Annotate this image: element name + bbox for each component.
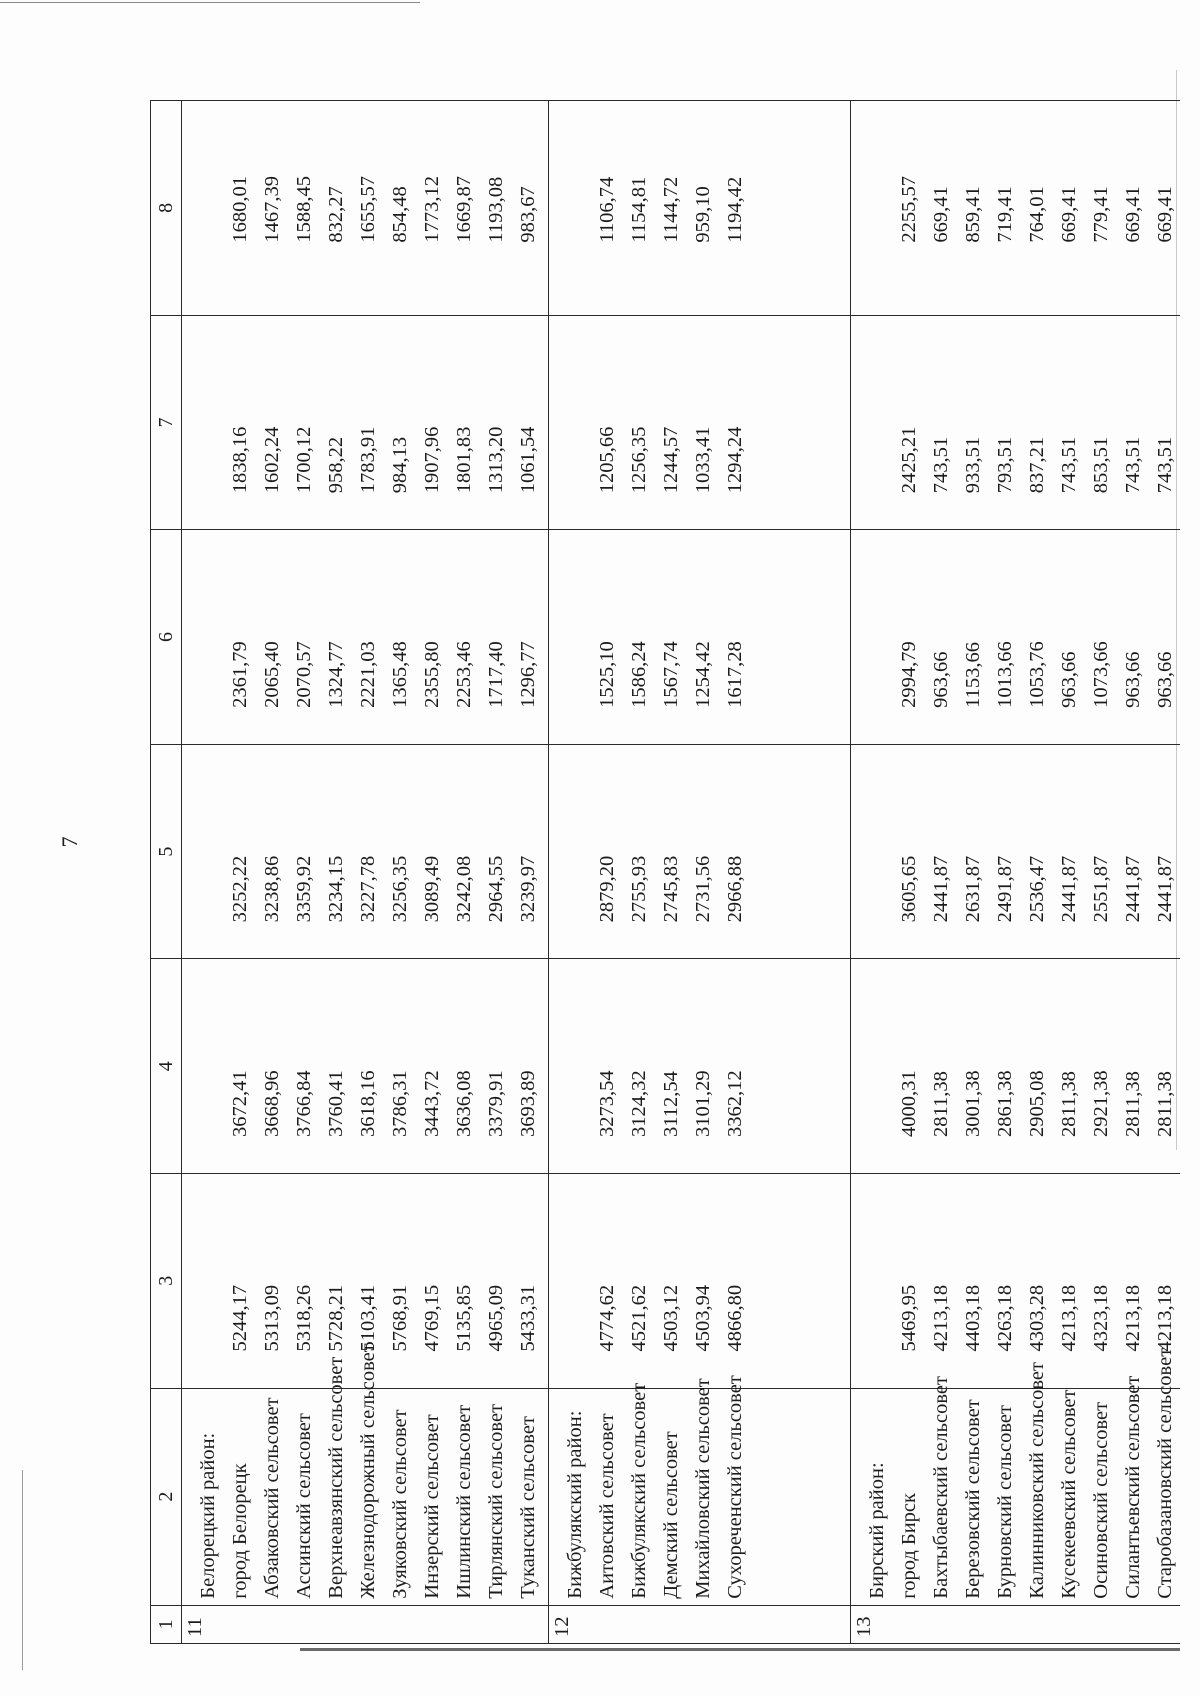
value: 669,41 [1154, 186, 1176, 243]
value: 2255,57 [898, 176, 920, 243]
value: 3760,41 [325, 1070, 347, 1137]
value: 1680,01 [229, 176, 251, 243]
settlement-name: Кусекеевский сельсовет [1058, 1389, 1080, 1599]
group-number: 11 [182, 1605, 549, 1643]
value: 1033,41 [692, 426, 714, 494]
settlement-name: Абзаковский сельсовет [261, 1397, 283, 1599]
value: 4769,15 [421, 1284, 443, 1352]
value: 3379,91 [485, 1070, 507, 1137]
value: 959,10 [692, 186, 714, 243]
settlement-name: Силантьевский сельсовет [1122, 1375, 1144, 1599]
value: 3443,72 [421, 1070, 443, 1137]
value: 1154,81 [628, 176, 650, 243]
value: 2964,55 [485, 855, 507, 923]
value-cell-col7 [549, 315, 851, 530]
value: 3605,65 [898, 855, 920, 923]
value: 1907,96 [421, 426, 443, 494]
value: 1205,66 [596, 426, 618, 494]
value-cell-col8 [851, 101, 1181, 316]
value-cell-col6 [549, 530, 851, 745]
col-header: 6 [151, 530, 182, 745]
value: 3672,41 [229, 1070, 251, 1137]
value: 983,67 [517, 186, 539, 243]
value-cell-col7 [182, 315, 549, 530]
value: 2065,40 [261, 641, 283, 708]
value-cell-col5 [549, 744, 851, 959]
value: 5469,95 [898, 1284, 920, 1352]
value: 933,51 [962, 436, 984, 494]
value: 5768,91 [389, 1284, 411, 1352]
value: 2811,38 [930, 1071, 952, 1137]
col-header: 5 [151, 744, 182, 959]
settlement-name: Бахтыбаевский сельсовет [930, 1376, 952, 1599]
value: 2921,38 [1090, 1070, 1112, 1137]
value: 1669,87 [453, 176, 475, 243]
value: 2551,87 [1090, 855, 1112, 923]
value: 2861,38 [994, 1070, 1016, 1137]
value: 1144,72 [660, 176, 682, 243]
value: 1296,77 [517, 641, 539, 708]
value: 3227,78 [357, 855, 379, 923]
table-row [851, 101, 1181, 1644]
names-cell [851, 1347, 1181, 1605]
value: 1194,42 [724, 176, 746, 243]
value: 859,41 [962, 186, 984, 243]
value: 5318,26 [293, 1284, 315, 1352]
value: 5135,85 [453, 1284, 475, 1352]
district-name: Бирский район: [866, 1462, 888, 1599]
value: 3239,97 [517, 855, 539, 923]
value: 1313,20 [485, 426, 507, 494]
value: 4323,18 [1090, 1284, 1112, 1352]
value: 963,66 [1058, 651, 1080, 708]
value: 1783,91 [357, 426, 379, 494]
value: 5244,17 [229, 1284, 251, 1352]
value: 4403,18 [962, 1284, 984, 1352]
value: 1717,40 [485, 641, 507, 708]
col-header: 8 [151, 101, 182, 316]
value: 1254,42 [692, 641, 714, 708]
settlement-name: Верхнеавзянский сельсовет [325, 1356, 347, 1599]
value: 1073,66 [1090, 641, 1112, 708]
value: 3101,29 [692, 1070, 714, 1137]
value: 3234,15 [325, 855, 347, 923]
header-row [151, 101, 182, 1644]
value-cell-col5 [851, 744, 1181, 959]
value: 984,13 [389, 436, 411, 494]
value: 1153,66 [962, 641, 984, 708]
value-cell-col6 [851, 530, 1181, 745]
value: 743,51 [1154, 436, 1176, 494]
value: 853,51 [1090, 436, 1112, 494]
district-name: Бижбулякский район: [564, 1410, 586, 1599]
value: 4213,18 [1154, 1284, 1176, 1352]
group-number: 13 [851, 1605, 1181, 1643]
value: 1838,16 [229, 426, 251, 494]
value: 854,48 [389, 186, 411, 243]
value: 963,66 [1154, 651, 1176, 708]
value: 669,41 [930, 186, 952, 243]
value: 2441,87 [1154, 855, 1176, 923]
value: 4263,18 [994, 1284, 1016, 1352]
value: 1294,24 [724, 426, 746, 494]
value: 743,51 [1122, 436, 1144, 494]
data-table [150, 100, 1180, 1644]
value: 2491,87 [994, 855, 1016, 923]
value: 963,66 [930, 651, 952, 708]
settlement-name: Туканский сельсовет [517, 1416, 539, 1599]
settlement-name: Калинниковский сельсовет [1026, 1362, 1048, 1599]
table-row [182, 101, 549, 1644]
value-cell-col3 [851, 1173, 1181, 1388]
settlement-name: Михайловский сельсовет [692, 1378, 714, 1599]
value: 2966,88 [724, 855, 746, 923]
settlement-name: Березовский сельсовет [962, 1399, 984, 1599]
value: 5313,09 [261, 1284, 283, 1352]
value: 669,41 [1122, 186, 1144, 243]
value: 3089,49 [421, 855, 443, 923]
value-cell-col3 [549, 1173, 851, 1388]
value: 4213,18 [1058, 1284, 1080, 1352]
value: 2631,87 [962, 855, 984, 923]
value: 2745,83 [660, 855, 682, 923]
settlement-name: Аитовский сельсовет [596, 1413, 618, 1599]
settlement-name: Старобазановский сельсовет [1154, 1347, 1176, 1599]
value: 832,27 [325, 186, 347, 243]
table-row [549, 101, 851, 1644]
scan-edge-top [0, 2, 420, 3]
rotated-table-frame [150, 100, 1180, 1644]
value: 5728,21 [325, 1284, 347, 1352]
group-number: 12 [549, 1605, 851, 1643]
value: 2731,56 [692, 855, 714, 923]
value: 1700,12 [293, 426, 315, 494]
value: 3124,32 [628, 1070, 650, 1137]
value: 3786,31 [389, 1070, 411, 1137]
value: 3242,08 [453, 855, 475, 923]
value: 3273,54 [596, 1070, 618, 1137]
value: 669,41 [1058, 186, 1080, 243]
value: 4521,62 [628, 1284, 650, 1352]
col-header: 1 [151, 1605, 182, 1643]
settlement-name: Демский сельсовет [660, 1431, 682, 1599]
data-table-wrapper [150, 100, 1180, 1644]
value: 3238,86 [261, 855, 283, 923]
value: 2425,21 [898, 426, 920, 494]
value: 4213,18 [930, 1284, 952, 1352]
value: 2811,38 [1154, 1071, 1176, 1137]
value: 1053,76 [1026, 641, 1048, 708]
value-cell-col6 [182, 530, 549, 745]
col-header: 7 [151, 315, 182, 530]
value: 1567,74 [660, 641, 682, 708]
value: 2994,79 [898, 641, 920, 708]
value-cell-col7 [851, 315, 1181, 530]
value: 793,51 [994, 436, 1016, 494]
value: 743,51 [930, 436, 952, 494]
value: 4303,28 [1026, 1284, 1048, 1352]
value: 2441,87 [1122, 855, 1144, 923]
value-cell-col8 [549, 101, 851, 316]
settlement-name: Тирлянский сельсовет [485, 1403, 507, 1599]
value: 3693,89 [517, 1070, 539, 1137]
value: 963,66 [1122, 651, 1144, 708]
col-header: 4 [151, 959, 182, 1174]
value: 1655,57 [357, 176, 379, 243]
value-cell-col4 [549, 959, 851, 1174]
settlement-name: Бижбулякский сельсовет [628, 1382, 650, 1599]
value: 1244,57 [660, 426, 682, 494]
value: 1617,28 [724, 641, 746, 708]
value: 2755,93 [628, 855, 650, 923]
value: 2070,57 [293, 641, 315, 708]
value: 3618,16 [357, 1070, 379, 1137]
value: 1013,66 [994, 641, 1016, 708]
settlement-name: Осиновский сельсовет [1090, 1401, 1112, 1599]
value: 4866,80 [724, 1284, 746, 1352]
value: 3362,12 [724, 1070, 746, 1137]
value: 2361,79 [229, 641, 251, 708]
value: 3001,38 [962, 1070, 984, 1137]
value: 3766,84 [293, 1070, 315, 1137]
settlement-name: город Бирск [898, 1493, 920, 1599]
value: 1773,12 [421, 176, 443, 243]
settlement-name: Ишлинский сельсовет [453, 1404, 475, 1599]
value: 779,41 [1090, 186, 1112, 243]
value: 5433,31 [517, 1284, 539, 1352]
value: 1602,24 [261, 426, 283, 494]
value: 1365,48 [389, 641, 411, 708]
value-cell-col8 [182, 101, 549, 316]
value: 4503,94 [692, 1284, 714, 1352]
value: 3252,22 [229, 855, 251, 923]
value: 1106,74 [596, 176, 618, 243]
value: 3112,54 [660, 1071, 682, 1137]
table-body [182, 101, 1181, 1644]
value: 1586,24 [628, 641, 650, 708]
value-cell-col5 [182, 744, 549, 959]
value: 2811,38 [1058, 1071, 1080, 1137]
col-header: 3 [151, 1173, 182, 1388]
value: 4000,31 [898, 1070, 920, 1137]
page-number: 7 [57, 836, 82, 848]
value: 3668,96 [261, 1070, 283, 1137]
names-cell [549, 1375, 851, 1605]
value: 1193,08 [485, 176, 507, 243]
value: 764,01 [1026, 186, 1048, 243]
value: 1801,83 [453, 426, 475, 494]
value-cell-col4 [851, 959, 1181, 1174]
value: 1525,10 [596, 641, 618, 708]
settlement-name: Зуяковский сельсовет [389, 1409, 411, 1599]
value: 1256,35 [628, 426, 650, 494]
value: 2536,47 [1026, 855, 1048, 923]
settlement-name: Ассинский сельсовет [293, 1413, 315, 1599]
value: 2879,20 [596, 855, 618, 923]
value: 743,51 [1058, 436, 1080, 494]
settlement-name: Сухореченский сельсовет [724, 1375, 746, 1599]
value: 4213,18 [1122, 1284, 1144, 1352]
value: 2905,08 [1026, 1070, 1048, 1137]
settlement-name: город Белорецк [229, 1463, 251, 1599]
value: 2355,80 [421, 641, 443, 708]
value: 5103,41 [357, 1284, 379, 1352]
value: 3636,08 [453, 1070, 475, 1137]
value: 4774,62 [596, 1284, 618, 1352]
value: 2221,03 [357, 641, 379, 708]
settlement-name: Бурновский сельсовет [994, 1405, 1016, 1599]
value: 958,22 [325, 436, 347, 494]
value: 3359,92 [293, 855, 315, 923]
value: 719,41 [994, 186, 1016, 243]
value: 2811,38 [1122, 1071, 1144, 1137]
names-cell [182, 1343, 549, 1605]
col-header: 2 [151, 1388, 182, 1605]
value: 2253,46 [453, 641, 475, 708]
value: 1324,77 [325, 641, 347, 708]
value: 3256,35 [389, 855, 411, 923]
value: 2441,87 [930, 855, 952, 923]
district-name: Белорецкий район: [197, 1432, 219, 1599]
value: 4965,09 [485, 1284, 507, 1352]
value: 1588,45 [293, 176, 315, 243]
value: 2441,87 [1058, 855, 1080, 923]
value: 4503,12 [660, 1284, 682, 1352]
value-cell-col4 [182, 959, 549, 1174]
value: 1061,54 [517, 426, 539, 494]
settlement-name: Инзерский сельсовет [421, 1414, 443, 1599]
settlement-name: Железнодорожный сельсовет [357, 1343, 379, 1599]
value: 1467,39 [261, 176, 283, 243]
value: 837,21 [1026, 436, 1048, 494]
scan-edge-bottom [300, 1648, 1180, 1651]
scan-edge-left [22, 1470, 23, 1670]
